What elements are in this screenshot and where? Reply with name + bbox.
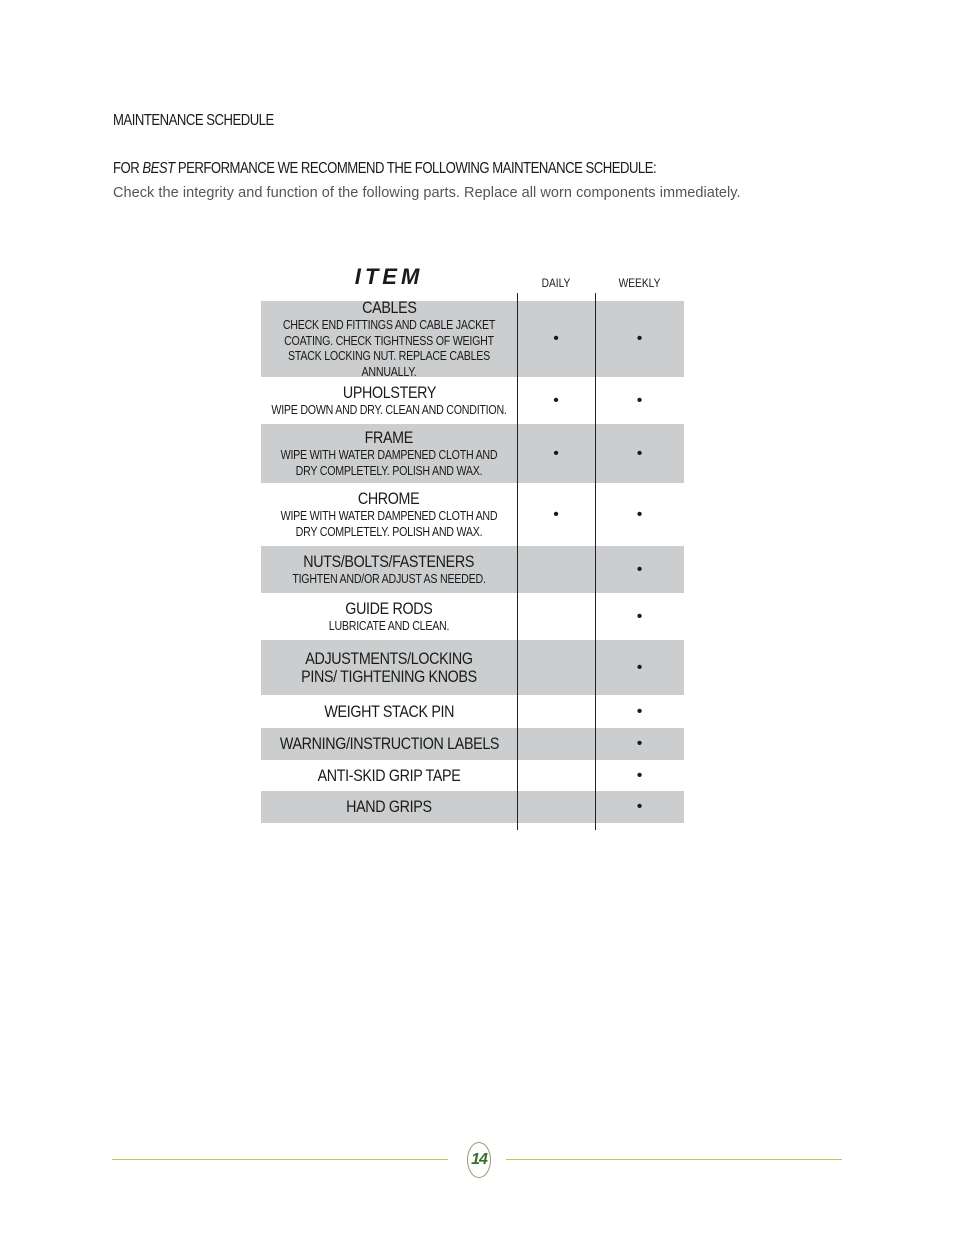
weekly-mark: • [636, 766, 643, 784]
table-row [261, 695, 684, 728]
item-cell [261, 483, 517, 546]
item-name: ADJUSTMENTS/LOCKING PINS/ TIGHTENING KNOBS [301, 648, 477, 686]
item-cell [261, 377, 517, 424]
table-row [261, 546, 684, 593]
daily-mark [517, 728, 595, 760]
column-header-weekly: WEEKLY [618, 276, 661, 290]
daily-mark [517, 640, 595, 695]
item-name: WEIGHT STACK PIN [324, 701, 454, 721]
daily-mark [517, 791, 595, 823]
table-row [261, 760, 684, 791]
weekly-mark: • [636, 658, 643, 676]
column-header-daily: DAILY [541, 276, 571, 290]
daily-mark [517, 593, 595, 640]
column-divider [595, 293, 596, 830]
daily-mark: • [553, 444, 559, 462]
daily-mark: • [553, 505, 559, 523]
footer-rule-left [112, 1159, 448, 1160]
item-name: UPHOLSTERY [342, 382, 436, 402]
column-header-item: ITEM [354, 264, 424, 289]
item-description: TIGHTEN AND/OR ADJUST AS NEEDED. [292, 570, 486, 586]
weekly-mark: • [636, 505, 643, 523]
item-cell [261, 298, 517, 379]
item-cell [261, 760, 517, 791]
page-number: 14 [467, 1142, 491, 1178]
daily-mark: • [553, 391, 559, 409]
maintenance-table [261, 262, 684, 832]
item-name: NUTS/BOLTS/FASTENERS [303, 551, 475, 571]
item-cell [261, 728, 517, 760]
item-name: CHROME [358, 489, 420, 508]
table-row [261, 791, 684, 823]
footer-rule-right [506, 1159, 842, 1160]
item-name: WARNING/INSTRUCTION LABELS [279, 734, 499, 753]
item-name: CABLES [361, 298, 417, 317]
item-description: WIPE WITH WATER DAMPENED CLOTH AND DRY COMPLETELY. POLISH AND WAX. [280, 447, 498, 478]
weekly-mark: • [636, 560, 643, 578]
item-cell [261, 546, 517, 593]
weekly-mark: • [636, 702, 643, 720]
weekly-mark: • [636, 735, 643, 752]
item-cell [261, 640, 517, 695]
table-row [261, 298, 684, 379]
table-row [261, 483, 684, 546]
item-name: ANTI-SKID GRIP TAPE [317, 765, 461, 785]
item-name: GUIDE RODS [345, 598, 433, 618]
daily-mark [517, 695, 595, 728]
weekly-mark: • [636, 391, 643, 409]
weekly-mark: • [636, 444, 643, 462]
section-title: MAINTENANCE SCHEDULE [113, 112, 274, 129]
item-description: WIPE WITH WATER DAMPENED CLOTH AND DRY COMPLETELY. POLISH AND WAX. [280, 508, 498, 539]
item-cell [261, 424, 517, 483]
daily-mark [517, 760, 595, 791]
daily-mark: • [553, 330, 559, 347]
table-row [261, 728, 684, 760]
table-row [261, 424, 684, 483]
weekly-mark: • [636, 798, 643, 815]
subtitle-emphasis: BEST [142, 160, 175, 177]
item-description: WIPE DOWN AND DRY. CLEAN AND CONDITION. [271, 401, 507, 417]
weekly-mark: • [636, 330, 643, 347]
item-description: LUBRICATE AND CLEAN. [328, 617, 450, 633]
table-row [261, 377, 684, 424]
intro-text: Check the integrity and function of the following parts. Replace all worn components immediately. [113, 185, 741, 201]
subtitle [113, 160, 656, 178]
item-cell [261, 791, 517, 823]
item-description: CHECK END FITTINGS AND CABLE JACKET COATING. CHECK TIGHTNESS OF WEIGHT STACK LOCKING NUT. REPLACE CABLES ANNUALLY. [282, 317, 496, 379]
table-row [261, 593, 684, 640]
column-divider [517, 293, 518, 830]
subtitle-post: PERFORMANCE WE RECOMMEND THE FOLLOWING MAINTENANCE SCHEDULE: [174, 160, 657, 177]
weekly-mark: • [636, 607, 643, 625]
item-name: HAND GRIPS [346, 797, 432, 816]
item-cell [261, 695, 517, 728]
item-cell [261, 593, 517, 640]
daily-mark [517, 546, 595, 593]
subtitle-pre: FOR [113, 160, 143, 177]
table-row [261, 640, 684, 695]
item-name: FRAME [364, 428, 414, 447]
